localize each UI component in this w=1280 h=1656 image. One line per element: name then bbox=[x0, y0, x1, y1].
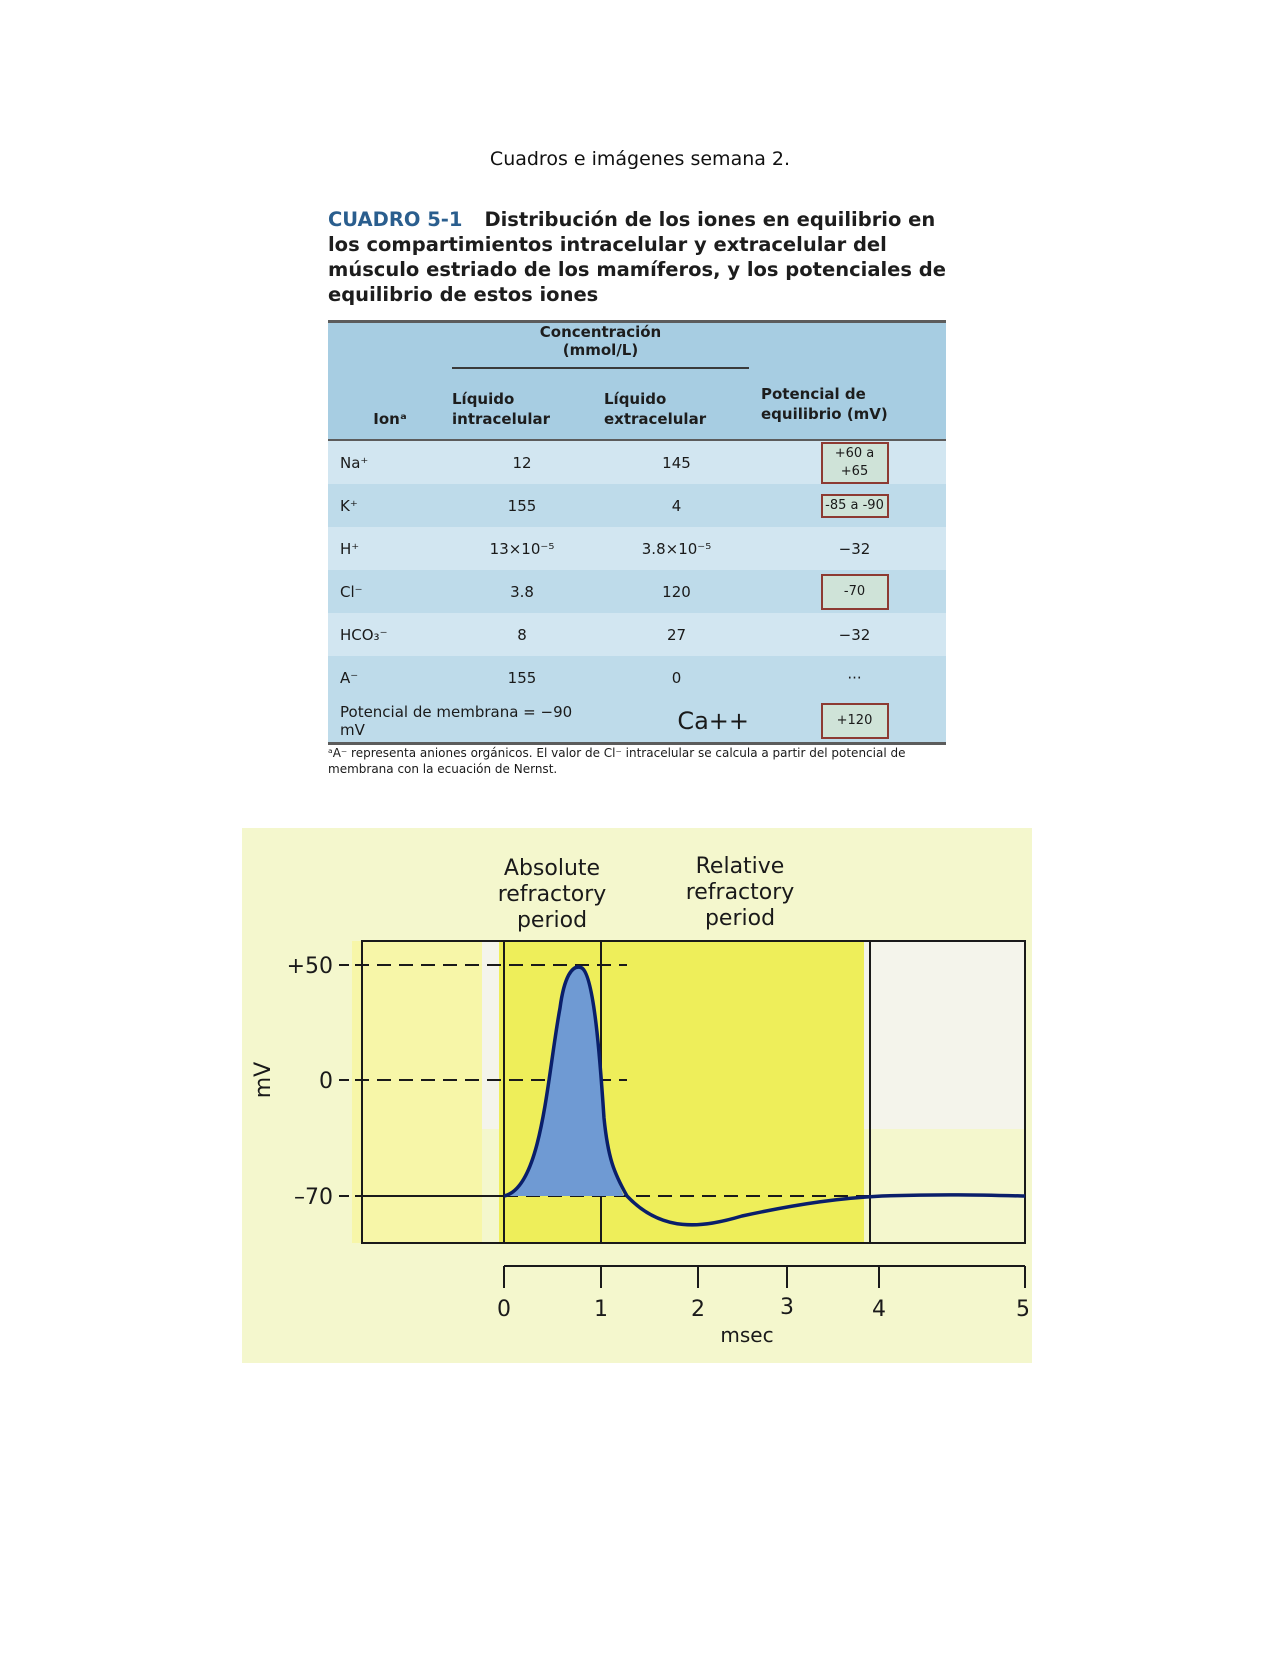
y-tick-plus50: +50 bbox=[286, 954, 333, 979]
action-potential-figure bbox=[242, 828, 1032, 1363]
header-ion: Ionᵃ bbox=[328, 369, 446, 440]
potential-value: ··· bbox=[847, 668, 862, 687]
potential-value: −32 bbox=[838, 539, 871, 558]
absolute-refractory-zone bbox=[352, 941, 482, 1243]
ion-cell: H⁺ bbox=[328, 527, 446, 570]
membrane-potential-row bbox=[328, 699, 946, 744]
table-row bbox=[328, 484, 946, 527]
intracellular-cell: 3.8 bbox=[446, 570, 598, 613]
header-intracellular: Líquido intracelular bbox=[446, 369, 598, 440]
extracellular-cell: 27 bbox=[598, 613, 755, 656]
x-tick-3: 3 bbox=[780, 1295, 794, 1320]
x-tick-2: 2 bbox=[691, 1297, 705, 1322]
potential-highlight-box: +60 a +65 bbox=[821, 442, 889, 484]
relative-refractory-zone bbox=[582, 941, 864, 1243]
x-tick-0: 0 bbox=[497, 1297, 511, 1322]
table-heading bbox=[328, 207, 948, 307]
table-label: CUADRO 5-1 bbox=[328, 208, 463, 231]
ion-cell: A⁻ bbox=[328, 656, 446, 699]
y-tick-zero: 0 bbox=[319, 1069, 333, 1094]
intracellular-cell: 155 bbox=[446, 656, 598, 699]
page-title: Cuadros e imágenes semana 2. bbox=[489, 148, 791, 170]
table-row bbox=[328, 527, 946, 570]
header-potential: Potencial de equilibrio (mV) bbox=[755, 369, 946, 440]
absolute-label-line2: refractory bbox=[497, 882, 607, 907]
table-row bbox=[328, 440, 946, 484]
relative-label-line1: Relative bbox=[695, 854, 785, 879]
y-tick-minus70: –70 bbox=[294, 1185, 333, 1210]
extracellular-cell: 3.8×10⁻⁵ bbox=[598, 527, 755, 570]
table-row bbox=[328, 613, 946, 656]
x-tick-5: 5 bbox=[1016, 1297, 1030, 1322]
intracellular-cell: 8 bbox=[446, 613, 598, 656]
table-row bbox=[328, 656, 946, 699]
intracellular-cell: 13×10⁻⁵ bbox=[446, 527, 598, 570]
relative-label-line3: period bbox=[704, 906, 776, 931]
membrane-potential-text: Potencial de membrana = −90 mV bbox=[328, 699, 598, 744]
potential-highlight-box: -70 bbox=[821, 574, 889, 610]
x-axis-label: msec bbox=[720, 1323, 774, 1347]
ion-cell: Na⁺ bbox=[328, 440, 446, 484]
extracellular-cell: 4 bbox=[598, 484, 755, 527]
extracellular-cell: 0 bbox=[598, 656, 755, 699]
potential-value: −32 bbox=[838, 625, 871, 644]
x-tick-4: 4 bbox=[872, 1297, 886, 1322]
relative-label-line2: refractory bbox=[685, 880, 795, 905]
table-footnote: ᵃA⁻ representa aniones orgánicos. El valor de Cl⁻ intracelular se calcula a partir del potencial de membrana con la ecuación de Nernst. bbox=[328, 746, 906, 776]
ion-cell: K⁺ bbox=[328, 484, 446, 527]
ion-cell: Cl⁻ bbox=[328, 570, 446, 613]
ca-label: Ca++ bbox=[677, 706, 749, 735]
absolute-label-line1: Absolute bbox=[503, 856, 601, 881]
intracellular-cell: 12 bbox=[446, 440, 598, 484]
extracellular-cell: 120 bbox=[598, 570, 755, 613]
potential-highlight-box: -85 a -90 bbox=[821, 494, 889, 518]
table-caption: Distribución de los iones en equilibrio en los compartimientos intracelular y extracelular del músculo estriado de los mamíferos, y los potenciales de equilibrio de estos iones bbox=[328, 208, 946, 306]
concentration-group-header: Concentración (mmol/L) bbox=[452, 323, 749, 369]
intracellular-cell: 155 bbox=[446, 484, 598, 527]
table-row bbox=[328, 570, 946, 613]
y-axis-label: mV bbox=[251, 1061, 276, 1099]
ion-distribution-table bbox=[328, 320, 946, 745]
ca-potential-box: +120 bbox=[821, 703, 889, 739]
header-extracellular: Líquido extracelular bbox=[598, 369, 755, 440]
absolute-label-line3: period bbox=[516, 908, 588, 933]
x-tick-1: 1 bbox=[594, 1297, 608, 1322]
extracellular-cell: 145 bbox=[598, 440, 755, 484]
ion-cell: HCO₃⁻ bbox=[328, 613, 446, 656]
